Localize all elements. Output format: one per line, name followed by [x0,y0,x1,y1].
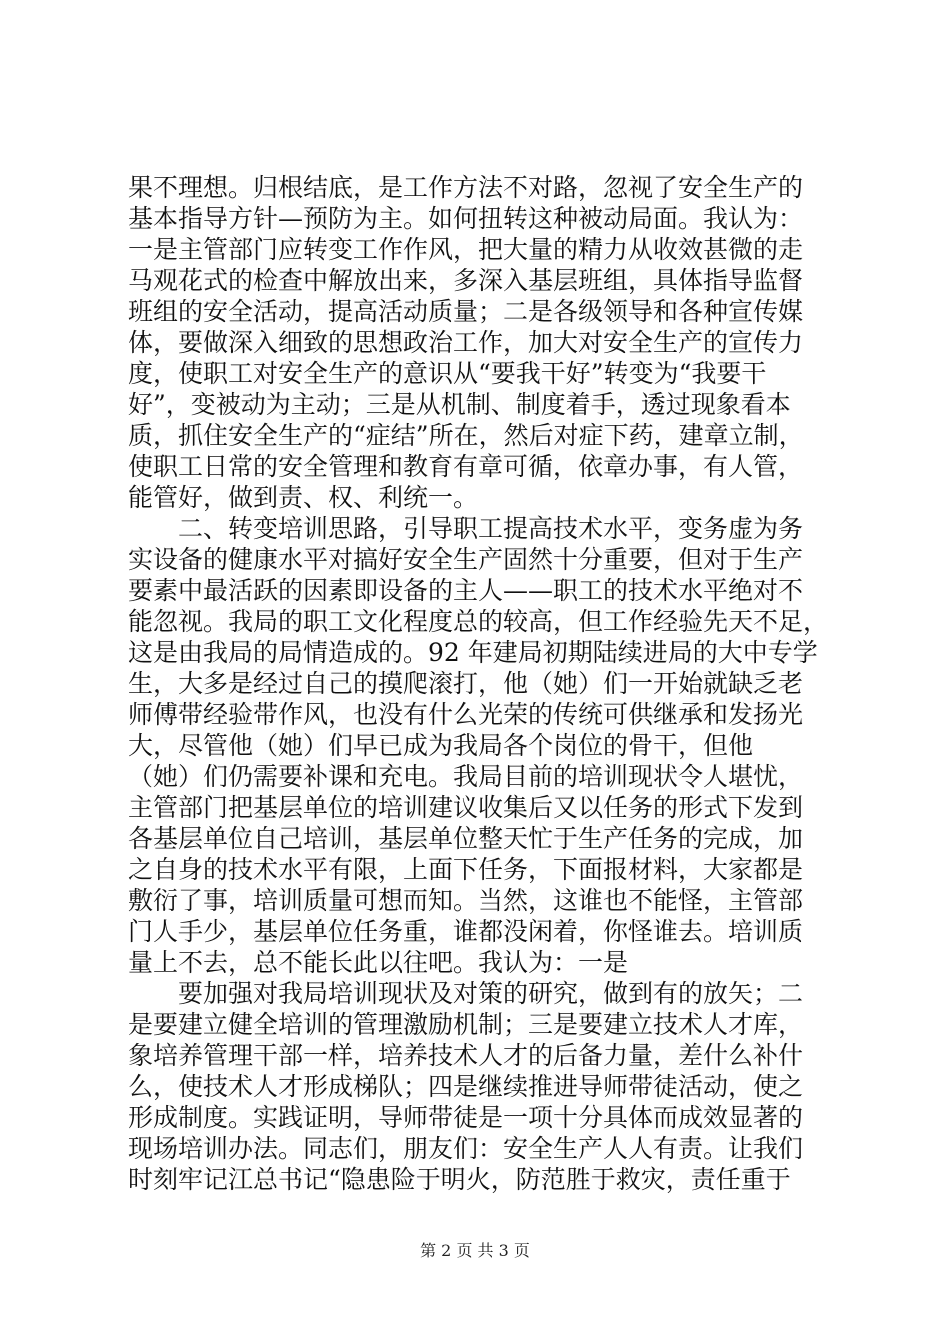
text-line: 能忽视。我局的职工文化程度总的较高，但工作经验先天不足， [128,607,829,636]
text-line: 果不理想。归根结底，是工作方法不对路，忽视了安全生产的 [128,173,804,202]
text-line: 要素中最活跃的因素即设备的主人——职工的技术水平绝对不 [128,576,804,605]
text-line: 现场培训办法。同志们，朋友们：安全生产人人有责。让我们 [128,1134,804,1163]
text-line: 使职工日常的安全管理和教育有章可循，依章办事，有人管， [128,452,804,481]
text-line: 实设备的健康水平对搞好安全生产固然十分重要，但对于生产 [128,545,804,574]
text-line: 时刻牢记江总书记“隐患险于明火，防范胜于救灾，责任重于 [128,1165,791,1194]
text-line: 体，要做深入细致的思想政治工作，加大对安全生产的宣传力 [128,328,804,357]
text-line: 量上不去，总不能长此以往吧。我认为：一是 [128,948,629,977]
text-line: 二、转变培训思路，引导职工提高技术水平，变务虚为务 [128,514,804,543]
text-line: 象培养管理干部一样，培养技术人才的后备力量，差什么补什 [128,1041,804,1070]
text-line: 好”，变被动为主动；三是从机制、制度着手，透过现象看本 [128,390,791,419]
text-line: 么，使技术人才形成梯队；四是继续推进导师带徒活动，使之 [128,1072,804,1101]
text-line: 主管部门把基层单位的培训建议收集后又以任务的形式下发到 [128,793,804,822]
text-line: 大，尽管他（她）们早已成为我局各个岗位的骨干，但他 [128,731,754,760]
text-line: 形成制度。实践证明，导师带徒是一项十分具体而成效显著的 [128,1103,804,1132]
text-line: 能管好，做到责、权、利统一。 [128,483,479,512]
text-line: 基本指导方针—预防为主。如何扭转这种被动局面。我认为： [128,204,804,233]
text-line: 马观花式的检查中解放出来，多深入基层班组，具体指导监督 [128,266,804,295]
page-footer: 第 2 页 共 3 页 [420,1241,530,1260]
text-line: 生，大多是经过自己的摸爬滚打，他（她）们一开始就缺乏老 [128,669,804,698]
text-line: 一是主管部门应转变工作作风，把大量的精力从收效甚微的走 [128,235,804,264]
text-line: 要加强对我局培训现状及对策的研究，做到有的放矢；二 [128,979,804,1008]
text-line: 敷衍了事，培训质量可想而知。当然，这谁也不能怪，主管部 [128,886,804,915]
text-line: 班组的安全活动，提高活动质量；二是各级领导和各种宣传媒 [128,297,804,326]
text-line: 门人手少，基层单位任务重，谁都没闲着，你怪谁去。培训质 [128,917,804,946]
text-line: 师傅带经验带作风，也没有什么光荣的传统可供继承和发扬光 [128,700,804,729]
text-line: 这是由我局的局情造成的。92 年建局初期陆续进局的大中专学 [128,638,818,667]
text-line: 各基层单位自己培训，基层单位整天忙于生产任务的完成，加 [128,824,804,853]
text-line: （她）们仍需要补课和充电。我局目前的培训现状令人堪忧， [128,762,804,791]
body-text [128,172,828,1195]
text-line: 之自身的技术水平有限，上面下任务，下面报材料，大家都是 [128,855,804,884]
text-line: 度，使职工对安全生产的意识从“要我干好”转变为“我要干 [128,359,767,388]
text-line: 质，抓住安全生产的“症结”所在，然后对症下药，建章立制， [128,421,804,450]
text-line: 是要建立健全培训的管理激励机制；三是要建立技术人才库， [128,1010,804,1039]
